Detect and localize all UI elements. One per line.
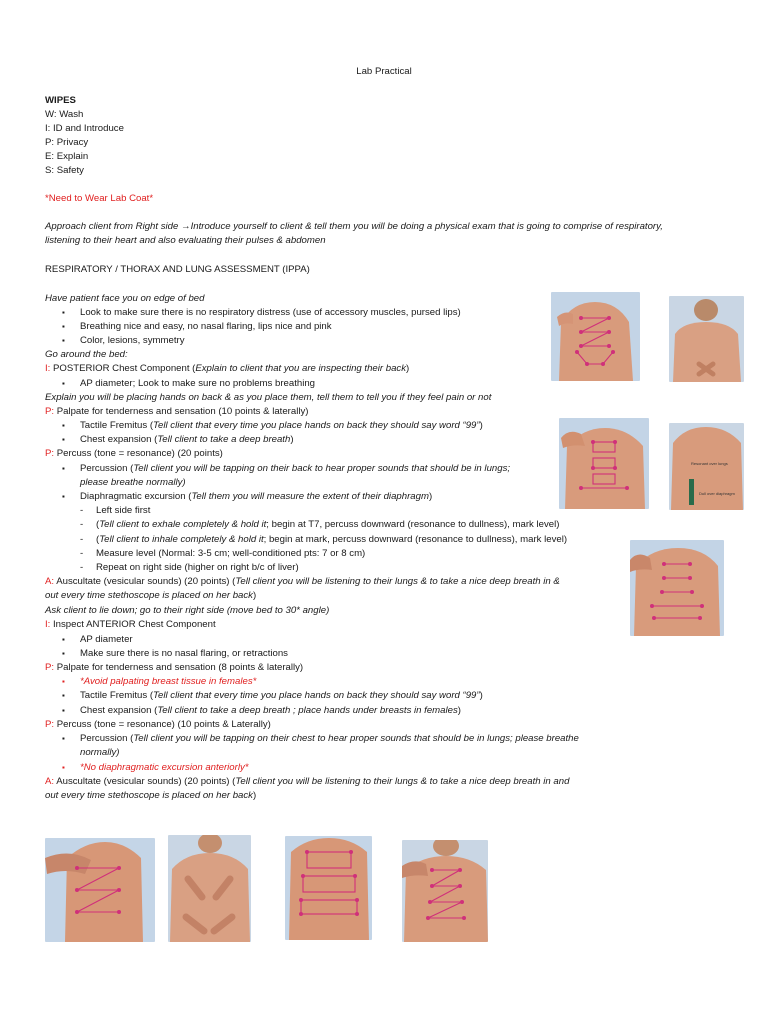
text-line: Explain you will be placing hands on back & as you place them, tell them to tell you if they feel pain or not bbox=[45, 392, 492, 403]
anterior-auscultation-photo bbox=[402, 840, 488, 942]
text-line: Diaphragmatic excursion (Tell them you will measure the extent of their diaphragm) bbox=[80, 491, 433, 502]
text-line: I: POSTERIOR Chest Component (Explain to client that you are inspecting their back) bbox=[45, 363, 410, 374]
section-heading: RESPIRATORY / THORAX AND LUNG ASSESSMENT (IPPA) bbox=[45, 264, 310, 275]
wipes-item: S: Safety bbox=[45, 165, 84, 176]
text-line: *No diaphragmatic excursion anteriorly* bbox=[80, 762, 249, 773]
text-line: AP diameter; Look to make sure no problems breathing bbox=[80, 378, 315, 389]
auscultation-back-photo bbox=[630, 540, 724, 636]
bullet-icon: ▪ bbox=[62, 322, 65, 331]
text-line: Tactile Fremitus (Tell client that every time you place hands on back they should say word “99”) bbox=[80, 690, 483, 701]
anterior-chest-expansion-photo bbox=[168, 835, 251, 942]
lab-coat-note: *Need to Wear Lab Coat* bbox=[45, 193, 154, 204]
excursion-label-bottom: Dull over diaphragm bbox=[699, 491, 735, 496]
approach-line-2: listening to their heart and also evaluating their pulses & abdomen bbox=[45, 235, 326, 246]
arrow-icon: → bbox=[180, 221, 191, 232]
text-line: Chest expansion (Tell client to take a deep breath) bbox=[80, 434, 294, 445]
text-line: Tactile Fremitus (Tell client that every time you place hands on back they should say word “99”) bbox=[80, 420, 483, 431]
dash-icon: - bbox=[80, 519, 84, 530]
text-line: *Avoid palpating breast tissue in females* bbox=[80, 676, 257, 687]
text-line: AP diameter bbox=[80, 634, 133, 645]
bullet-icon: ▪ bbox=[62, 336, 65, 345]
dash-icon: - bbox=[80, 548, 84, 559]
tactile-fremitus-back-photo bbox=[559, 418, 649, 509]
text-line: Chest expansion (Tell client to take a deep breath ; place hands under breasts in females) bbox=[80, 705, 461, 716]
text-line: normally) bbox=[80, 747, 120, 758]
chest-expansion-photo bbox=[669, 296, 744, 382]
text-line: Have patient face you on edge of bed bbox=[45, 293, 205, 304]
text-line: Go around the bed: bbox=[45, 349, 128, 360]
anterior-percussion-photo bbox=[285, 836, 372, 940]
excursion-label-top: Resonant over lungs bbox=[691, 461, 728, 466]
bullet-icon: ▪ bbox=[62, 379, 65, 388]
text-line: Look to make sure there is no respiratory distress (use of accessory muscles, pursed lips) bbox=[80, 307, 461, 318]
diaphragmatic-excursion-photo bbox=[669, 423, 744, 510]
wipes-item: P: Privacy bbox=[45, 137, 89, 148]
text-line: I: Inspect ANTERIOR Chest Component bbox=[45, 619, 216, 630]
bullet-icon: ▪ bbox=[62, 706, 65, 715]
dash-icon: - bbox=[80, 534, 84, 545]
text-line: out every time stethoscope is placed on her back) bbox=[45, 790, 257, 801]
bullet-icon: ▪ bbox=[62, 649, 65, 658]
wipes-item: W: Wash bbox=[45, 109, 84, 120]
text-line: P: Palpate for tenderness and sensation (10 points & laterally) bbox=[45, 406, 309, 417]
text-line: out every time stethoscope is placed on her back) bbox=[45, 590, 257, 601]
posterior-chest-photo bbox=[551, 292, 640, 381]
dash-icon: - bbox=[80, 562, 84, 573]
bullet-icon: ▪ bbox=[62, 421, 65, 430]
approach-line-1: Approach client from Right side →Introduce yourself to client & tell them you will be doing a physical exam that is going to comprise of respiratory, bbox=[45, 221, 663, 232]
bullet-icon: ▪ bbox=[62, 308, 65, 317]
text-line: Breathing nice and easy, no nasal flaring, lips nice and pink bbox=[80, 321, 332, 332]
text-line: Percussion (Tell client you will be tapping on their chest to hear proper sounds that should be in lungs; please breathe bbox=[80, 733, 579, 744]
text-line: P: Percuss (tone = resonance) (10 points & Laterally) bbox=[45, 719, 271, 730]
text-line: Color, lesions, symmetry bbox=[80, 335, 185, 346]
bullet-icon: ▪ bbox=[62, 492, 65, 501]
wipes-item: E: Explain bbox=[45, 151, 89, 162]
dash-icon: - bbox=[80, 505, 84, 516]
text-line: P: Percuss (tone = resonance) (20 points) bbox=[45, 448, 223, 459]
bullet-icon: ▪ bbox=[62, 734, 65, 743]
bullet-icon: ▪ bbox=[62, 691, 65, 700]
page-title: Lab Practical bbox=[356, 66, 412, 77]
bullet-icon: ▪ bbox=[62, 464, 65, 473]
text-line: Left side first bbox=[96, 505, 151, 516]
text-line: (Tell client to exhale completely & hold it; begin at T7, percuss downward (resonance to dullness), mark level) bbox=[96, 519, 560, 530]
text-line: Percussion (Tell client you will be tapping on their back to hear proper sounds that should be in lungs; bbox=[80, 463, 511, 474]
bullet-icon: ▪ bbox=[62, 763, 65, 772]
text-line: (Tell client to inhale completely & hold it; begin at mark, percuss downward (resonance to dullness), mark level) bbox=[96, 534, 568, 545]
text-line: A: Auscultate (vesicular sounds) (20 points) (Tell client you will be listening to their lungs & to take a nice deep breath in and bbox=[45, 776, 570, 787]
wipes-heading: WIPES bbox=[45, 95, 76, 106]
text-line: P: Palpate for tenderness and sensation (8 points & laterally) bbox=[45, 662, 304, 673]
text-line: Ask client to lie down; go to their right side (move bed to 30* angle) bbox=[45, 605, 330, 616]
text-line: Repeat on right side (higher on right b/c of liver) bbox=[96, 562, 299, 573]
text-line: Measure level (Normal: 3-5 cm; well-conditioned pts: 7 or 8 cm) bbox=[96, 548, 366, 559]
anterior-palpation-photo bbox=[45, 838, 155, 942]
text-line: please breathe normally) bbox=[80, 477, 186, 488]
bullet-icon: ▪ bbox=[62, 635, 65, 644]
bullet-icon: ▪ bbox=[62, 435, 65, 444]
bullet-icon: ▪ bbox=[62, 677, 65, 686]
wipes-item: I: ID and Introduce bbox=[45, 123, 124, 134]
text-line: A: Auscultate (vesicular sounds) (20 points) (Tell client you will be listening to their lungs & to take a nice deep breath in & bbox=[45, 576, 560, 587]
text-line: Make sure there is no nasal flaring, or retractions bbox=[80, 648, 288, 659]
